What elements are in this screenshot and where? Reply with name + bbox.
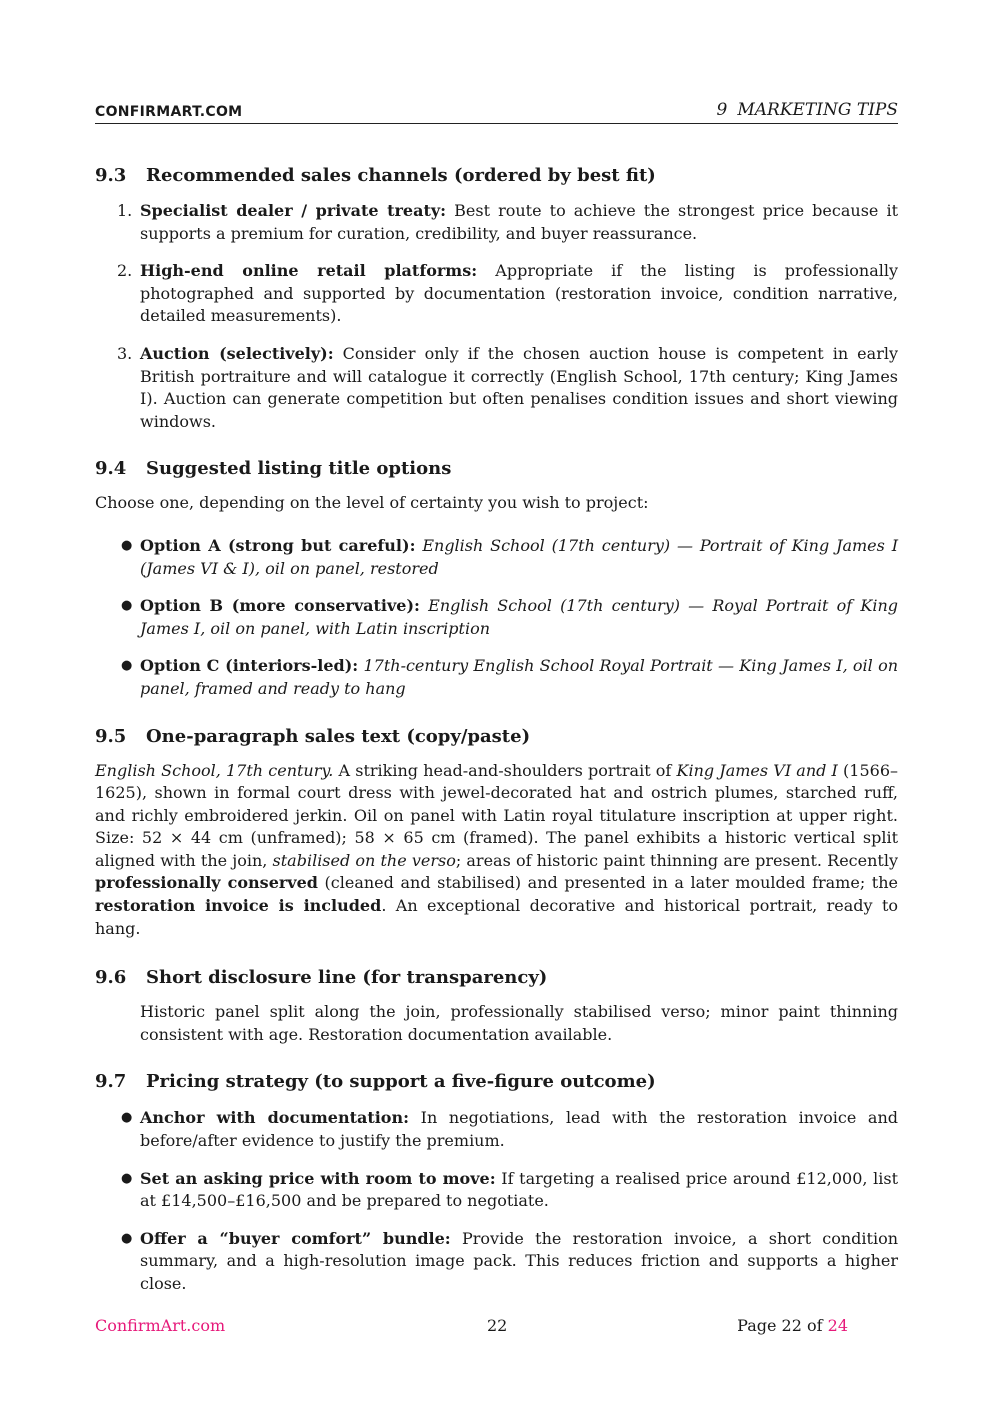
item-label: Option B (more conservative):: [140, 596, 420, 616]
text-run: restoration invoice is included: [95, 896, 382, 916]
item-label: Anchor with documentation:: [140, 1108, 410, 1128]
text-run: ; areas of historic paint thinning are present. Recently: [455, 850, 898, 870]
text-run: stabilised on the verso: [272, 850, 456, 870]
item-text: If targeting a realised price around £12,000, list at £14,500–£16,500 and be prepared to negotiate.: [140, 1168, 899, 1211]
section-title: Short disclosure line (for transparency): [146, 967, 548, 989]
list-item: [95, 1228, 898, 1296]
bullet: ●: [121, 1170, 133, 1186]
item-label: Offer a “buyer comfort” bundle:: [140, 1228, 451, 1248]
running-title: [717, 100, 898, 120]
list-item: [95, 595, 898, 640]
bullet: ●: [121, 598, 133, 614]
item-label: Set an asking price with room to move:: [140, 1168, 496, 1188]
section-title: Pricing strategy (to support a five-figure outcome): [146, 1071, 656, 1093]
bullet: ●: [121, 537, 133, 553]
disclosure-quote: Historic panel split along the join, professionally stabilised verso; minor paint thinning consistent with age. Restoration documentation available.: [140, 1002, 898, 1044]
section-title: One-paragraph sales text (copy/paste): [146, 725, 531, 747]
item-text: English School (17th century) — Royal Portrait of King James I, oil on panel, with Latin inscription: [140, 596, 898, 638]
list-item: [95, 260, 898, 328]
list-item: [95, 655, 898, 700]
text-run: professionally conserved: [95, 873, 318, 893]
section-heading-9-5: [95, 725, 898, 749]
bullet: ●: [121, 1230, 133, 1246]
section-number: 9.5: [95, 725, 127, 747]
list-item: [95, 343, 898, 433]
list-item: [95, 1168, 898, 1213]
text-run: English School, 17th century.: [95, 760, 334, 780]
page-count-label: Page 22 of: [737, 1316, 828, 1335]
section-title: Recommended sales channels (ordered by best fit): [146, 165, 656, 186]
list-marker: 2.: [117, 261, 133, 281]
sales-text-paragraph: [95, 760, 898, 941]
section-intro: Choose one, depending on the level of certainty you wish to project:: [95, 493, 649, 513]
section-heading-9-4: [95, 457, 898, 481]
site-logo: CONFIRMART.COM: [95, 104, 243, 120]
text-run: (1566–1625), shown in formal court dress with jewel-decorated hat and ostrich plumes, starched ruff, and richly embroidered jerkin. Oil on panel with Latin royal titulature inscription at upper right. Size: 52 × 44 cm (unframed); 58 × 65 cm (framed). The panel exhibits a historic vertical split aligned with the join,: [95, 760, 898, 870]
item-label: Specialist dealer / private treaty:: [140, 201, 447, 220]
item-label: Auction (selectively):: [140, 343, 334, 363]
chapter-number: 9: [716, 100, 728, 120]
section-heading-9-6: [95, 966, 898, 990]
footer-page-count: [737, 1315, 848, 1337]
item-text: Best route to achieve the strongest price because it supports a premium for curation, credibility, and buyer reassurance.: [140, 201, 899, 243]
pricing-strategy-list: [95, 1107, 898, 1295]
section-number: 9.4: [95, 458, 127, 480]
footer-page-number: 22: [487, 1316, 508, 1335]
item-label: Option C (interiors-led):: [140, 656, 359, 676]
bullet: ●: [121, 1110, 133, 1126]
item-text: Consider only if the chosen auction house is competent in early British portraiture and will catalogue it correctly (English School, 17th century; King James I). Auction can generate competition but often penalises condition issues and short viewing windows.: [140, 343, 898, 431]
list-item: [95, 1107, 898, 1152]
item-label: High-end online retail platforms:: [140, 261, 478, 281]
section-title: Suggested listing title options: [146, 458, 452, 480]
item-text: In negotiations, lead with the restoration invoice and before/after evidence to justify the premium.: [140, 1108, 898, 1151]
text-run: . An exceptional decorative and historical portrait, ready to hang.: [95, 896, 899, 938]
text-run: (cleaned and stabilised) and presented in a later moulded frame; the: [317, 873, 898, 893]
sales-channels-list: [95, 200, 898, 433]
section-heading-9-3: [95, 164, 898, 188]
section-number: 9.3: [95, 165, 127, 186]
item-text: English School (17th century) — Portrait of King James I (James VI & I), oil on panel, restored: [140, 535, 899, 578]
running-header: [95, 96, 898, 124]
section-heading-9-7: [95, 1070, 898, 1094]
list-marker: 3.: [117, 343, 133, 363]
section-number: 9.6: [95, 967, 127, 989]
section-number: 9.7: [95, 1071, 127, 1093]
page: [95, 96, 898, 1296]
footer-site-link[interactable]: ConfirmArt.com: [95, 1316, 226, 1335]
total-pages-link[interactable]: 24: [827, 1316, 848, 1335]
item-text: Provide the restoration invoice, a short condition summary, and a high-resolution image pack. This reduces friction and supports a higher close.: [140, 1228, 899, 1293]
bullet: ●: [121, 658, 133, 674]
text-run: A striking head-and-shoulders portrait of: [333, 760, 677, 780]
list-item: [95, 535, 898, 580]
item-text: Appropriate if the listing is professionally photographed and supported by documentation (restoration invoice, condition narrative, detailed measurements).: [140, 261, 899, 326]
list-marker: 1.: [117, 201, 133, 220]
item-label: Option A (strong but careful):: [140, 535, 416, 555]
list-item: [95, 200, 898, 245]
chapter-title: MARKETING TIPS: [737, 100, 898, 120]
item-text: 17th-century English School Royal Portrait — King James I, oil on panel, framed and ready to hang: [140, 656, 899, 698]
text-run: King James VI and I: [676, 760, 838, 780]
title-options-list: [95, 535, 898, 701]
